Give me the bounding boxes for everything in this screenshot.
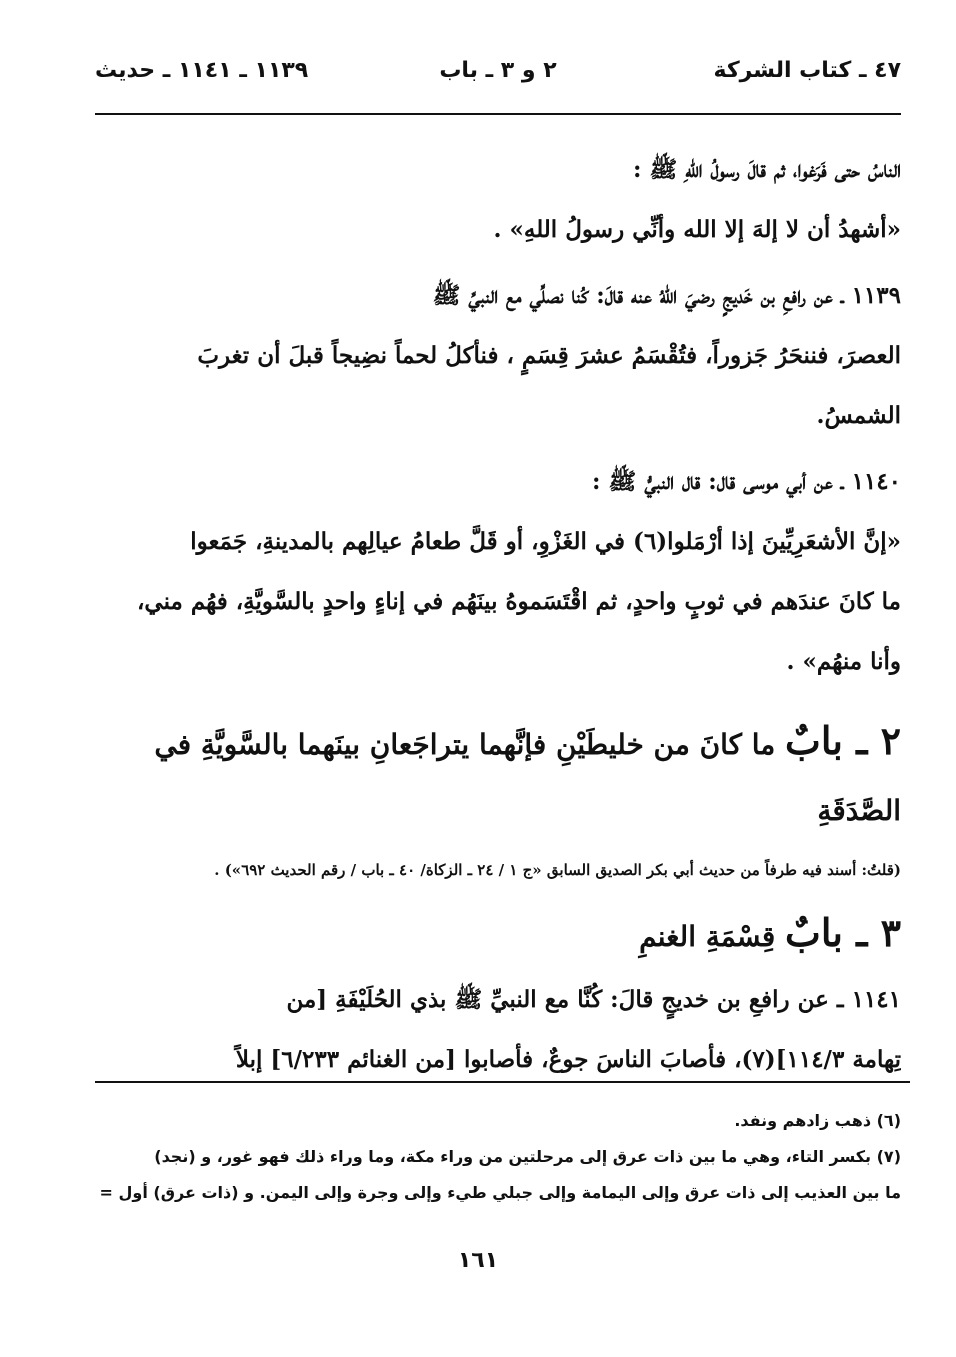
editor-note: (قلتُ: أسند فيه طرفاً من حديث أبي بكر الصديق السابق «ج ١ / ٢٤ ـ الزكاة/ ٤٠ ـ باب / رقم الحديث ٦٩٢») . (214, 861, 901, 879)
hadith-1139-line: ١١٣٩ ـ عن رافعِ بن خَديجٍ رضيَ اللهُ عنه قالَ: كُنا نصلِّي مع النبيِّ ﷺ (432, 282, 901, 309)
footnote-7-cont: ما بين العذيب إلى ذات عرق وإلى اليمامة وإلى جبلي طيء وإلى وجرة وإلى اليمن. و (ذات عرق) أول = (99, 1183, 901, 1202)
bab-2-title: ما كانَ من خليطَيْنِ فإنَّهما يتراجَعانِ بينَهما بالسَّويَّةِ في (154, 728, 776, 761)
header-chapter: ٤٧ ـ كتاب الشركة (713, 58, 901, 83)
bab-2-title-cont: الصَّدَقَةِ (817, 794, 901, 827)
running-header (95, 58, 901, 94)
text-line: «أشهدُ أن لا إلهَ إلا الله وأنِّي رسولُ اللهِ» . (493, 216, 901, 243)
bab-2-label: ٢ ـ بابٌ (785, 718, 901, 763)
main-text (95, 140, 901, 1090)
hadith-1140-line: ١١٤٠ ـ عن أبي موسى قال: قال النبيُّ ﷺ : (592, 468, 901, 495)
footnotes (95, 1103, 901, 1211)
page-number: ١٦١ (457, 1248, 499, 1273)
footnote-rule (95, 1081, 910, 1083)
hadith-1141-line: ١١٤١ ـ عن رافعِ بن خديجٍ قالَ: كُنَّا مع النبيِّ ﷺ بذي الحُلَيْفَةِ [من (286, 986, 901, 1013)
bab-2-heading (95, 708, 901, 778)
text-line: الناسُ حتى فَرَغوا، ثم قالَ رسولُ اللهِ ﷺ : (633, 156, 901, 183)
bab-3-heading (95, 900, 901, 970)
hadith-1141-line: تِهامة ١١٤/٣](٧)، فأصابَ الناسَ جوعٌ، فأصابوا [من الغنائم ٦/٢٣٣] إبلاً (235, 1046, 901, 1073)
hadith-1140-line: «إنَّ الأشعَرِيِّينَ إذا أرْمَلوا(٦) في الغَزْوِ، أو قَلَّ طعامُ عيالِهم بالمدينةِ، جَمَعوا (190, 528, 901, 555)
bab-3-title: قِسْمَةِ الغنمِ (639, 920, 776, 953)
hadith-1140-line: وأنا منهُم» . (786, 648, 901, 675)
hadith-1139-line: العصرَ، فننحَرُ جَزوراً، فتُقْسَمُ عشرَ قِسَمٍ ، فنأكلُ لحماً نضِيجاً قبلَ أن تغربَ (197, 342, 901, 369)
header-section: ٢ و ٣ ـ باب (439, 58, 557, 83)
hadith-1139-line: الشمسُ. (816, 402, 901, 429)
header-hadith-range: ١١٣٩ ـ ١١٤١ ـ حديث (95, 58, 309, 83)
footnote-6: (٦) ذهب زادهم ونفد. (734, 1111, 901, 1130)
hadith-1140-line: ما كانَ عندَهم في ثوبٍ واحدٍ، ثم اقْتَسَموهُ بينَهُم في إناءٍ واحدٍ بالسَّويَّةِ، فهُم مني، (136, 588, 901, 615)
header-rule (95, 113, 901, 115)
bab-3-label: ٣ ـ بابٌ (785, 910, 901, 955)
footnote-7: (٧) بكسر التاء، وهي ما بين ذات عرق إلى مرحلتين من وراء مكة، وما وراء ذلك فهو غور، و (نجد) (154, 1147, 901, 1166)
